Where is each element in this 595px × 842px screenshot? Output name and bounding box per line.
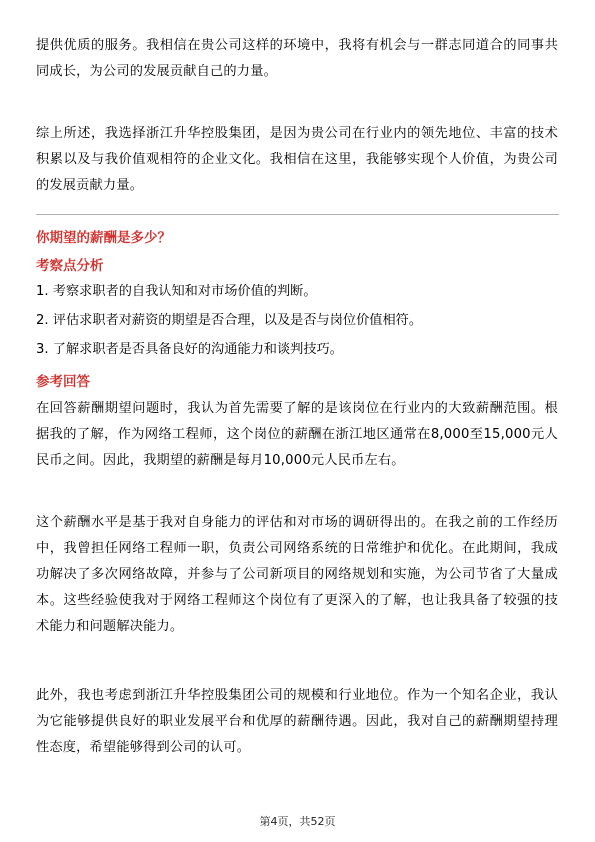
answer-paragraph-2: [36, 510, 558, 640]
page-number-footer: 第4页，共52页: [259, 815, 336, 828]
paragraph-text: 此外，我也考虑到浙江升华控股集团公司的规模和行业地位。作为一个知名企业，我认为它能够提供良好的职业发展平台和优厚的薪酬待遇。因此，我对自己的薪酬期望持理性态度，希望能够得到公司的认可。: [36, 688, 558, 755]
answer-paragraph-1: [36, 396, 558, 474]
paragraph-text: 提供优质的服务。我相信在贵公司这样的环境中，我将有机会与一群志同道合的同事共同成长，为公司的发展贡献自己的力量。: [36, 38, 558, 79]
answer-paragraph-3: [36, 683, 558, 761]
question-heading: 你期望的薪酬是多少？: [36, 230, 171, 246]
analysis-label: 考察点分析: [36, 258, 104, 274]
intro-paragraph-1: [36, 33, 558, 85]
paragraph-text: 这个薪酬水平是基于我对自身能力的评估和对市场的调研得出的。在我之前的工作经历中，我曾担任网络工程师一职，负责公司网络系统的日常维护和优化。在此期间，我成功解决了多次网络故障，并参与了公司新项目的网络规划和实施，为公司节省了大量成本。这些经验使我对于网络工程师这个岗位有了更深入的了解，也让我具备了较强的技术能力和问题解决能力。: [36, 515, 558, 634]
answer-label: 参考回答: [36, 374, 90, 390]
analysis-item-2: 2. 评估求职者对薪资的期望是否合理，以及是否与岗位价值相符。: [36, 313, 423, 328]
paragraph-text: 在回答薪酬期望问题时，我认为首先需要了解的是该岗位在行业内的大致薪酬范围。根据我的了解，作为网络工程师，这个岗位的薪酬在浙江地区通常在8,000至15,000元人民币之间。因此，我期望的薪酬是每月10,000元人民币左右。: [36, 401, 558, 468]
paragraph-text: 综上所述，我选择浙江升华控股集团，是因为贵公司在行业内的领先地位、丰富的技术积累以及与我价值观相符的企业文化。我相信在这里，我能够实现个人价值，为贵公司的发展贡献力量。: [36, 126, 558, 193]
analysis-item-3: 3. 了解求职者是否具备良好的沟通能力和谈判技巧。: [36, 342, 343, 357]
section-divider: [36, 214, 559, 215]
intro-paragraph-2: [36, 121, 558, 199]
analysis-item-1: 1. 考察求职者的自我认知和对市场价值的判断。: [36, 284, 317, 299]
